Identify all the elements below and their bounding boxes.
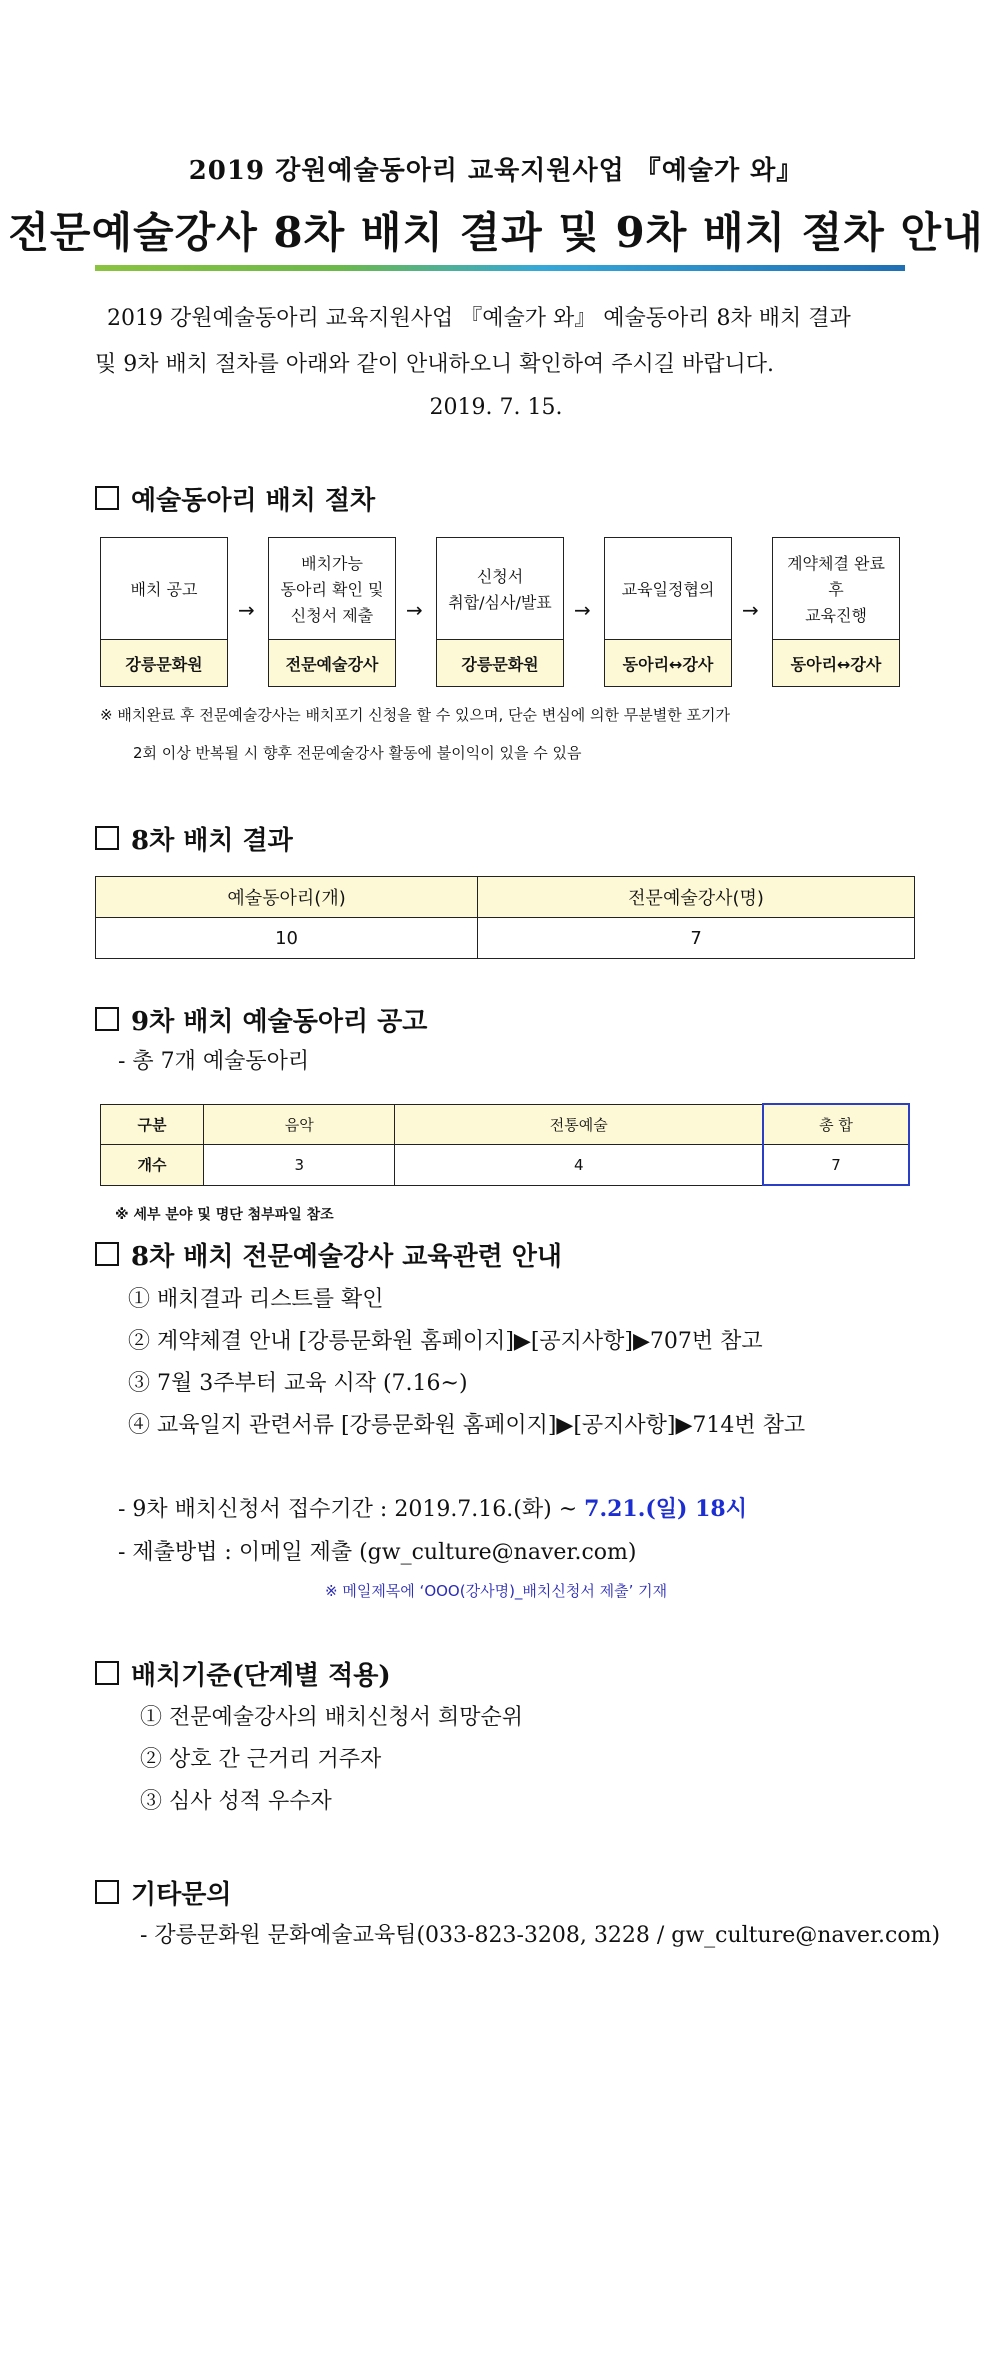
- table-header-cell: 총 합: [763, 1104, 909, 1145]
- section-heading-label: 예술동아리 배치 절차: [131, 486, 376, 516]
- table-row-label: 개수: [101, 1145, 204, 1186]
- procedure-note: ※ 배치완료 후 전문예술강사는 배치포기 신청을 할 수 있으며, 단순 변심에 의한 무분별한 포기가: [100, 706, 730, 724]
- section-heading-contact: [95, 1874, 231, 1911]
- flow-step: [436, 537, 564, 687]
- flow-step-actor: 강릉문화원: [437, 639, 563, 686]
- application-deadline: 7.21.(일) 18시: [584, 1496, 747, 1522]
- notice9-table: [100, 1103, 910, 1186]
- flow-step: [604, 537, 732, 687]
- intro-line: 및 9차 배치 절차를 아래와 같이 안내하오니 확인하여 주시길 바랍니다.: [95, 352, 774, 377]
- document-title: 전문예술강사 8차 배치 결과 및 9차 배치 절차 안내: [8, 208, 984, 257]
- list-item: ② 상호 간 근거리 거주자: [140, 1747, 382, 1772]
- flow-step-text: 계약체결 완료 후 교육진행: [787, 554, 885, 625]
- title-underline: [95, 265, 905, 271]
- list-item: ④ 교육일지 관련서류 [강릉문화원 홈페이지]▶[공지사항]▶714번 참고: [128, 1413, 806, 1438]
- flow-step-actor: 강릉문화원: [101, 639, 227, 686]
- table-cell: 4: [395, 1145, 763, 1186]
- checkbox-square-icon: [95, 1242, 119, 1266]
- list-item: ① 배치결과 리스트를 확인: [128, 1287, 384, 1312]
- section-heading-label: 9차 배치 예술동아리 공고: [131, 1007, 428, 1037]
- section-heading-label: 기타문의: [131, 1880, 232, 1910]
- checkbox-square-icon: [95, 1007, 119, 1031]
- list-item: ① 전문예술강사의 배치신청서 희망순위: [140, 1705, 524, 1730]
- flow-step-text: 교육일정협의: [621, 580, 715, 599]
- submission-method: - 제출방법 : 이메일 제출 (gw_culture@naver.com): [118, 1540, 637, 1565]
- table-header-cell: 전통예술: [395, 1104, 763, 1145]
- notice9-summary: - 총 7개 예술동아리: [118, 1049, 310, 1074]
- flow-step: [268, 537, 396, 687]
- section-heading-procedure: [95, 480, 375, 517]
- notice9-footnote: ※ 세부 분야 및 명단 첨부파일 참조: [115, 1207, 334, 1223]
- flow-step-actor: 전문예술강사: [269, 639, 395, 686]
- table-header-cell: 전문예술강사(명): [478, 877, 915, 918]
- checkbox-square-icon: [95, 486, 119, 510]
- table-cell: 7: [478, 918, 915, 959]
- result8-table: [95, 876, 915, 959]
- list-item: ③ 심사 성적 우수자: [140, 1789, 332, 1814]
- flow-step-actor: 동아리↔강사: [773, 639, 899, 686]
- checkbox-square-icon: [95, 1661, 119, 1685]
- section-heading-notice9: [95, 1001, 427, 1038]
- section-heading-label: 8차 배치 결과: [131, 826, 293, 856]
- document-subtitle: 2019 강원예술동아리 교육지원사업 『예술가 와』: [188, 156, 804, 186]
- intro-line: 2019 강원예술동아리 교육지원사업 『예술가 와』 예술동아리 8차 배치 결과: [107, 306, 851, 331]
- table-header-cell: 구분: [101, 1104, 204, 1145]
- table-cell: 10: [96, 918, 478, 959]
- flow-arrow-icon: →: [406, 598, 423, 622]
- notice-date: 2019. 7. 15.: [429, 395, 563, 420]
- flow-arrow-icon: →: [574, 598, 591, 622]
- flow-step: [772, 537, 900, 687]
- table-header-cell: 예술동아리(개): [96, 877, 478, 918]
- table-cell: 7: [763, 1145, 909, 1186]
- list-item: ② 계약체결 안내 [강릉문화원 홈페이지]▶[공지사항]▶707번 참고: [128, 1329, 763, 1354]
- checkbox-square-icon: [95, 826, 119, 850]
- application-period-label: - 9차 배치신청서 접수기간 : 2019.7.16.(화) ~: [118, 1497, 585, 1522]
- flow-step-text: 배치 공고: [130, 580, 198, 599]
- contact-info: - 강릉문화원 문화예술교육팀(033-823-3208, 3228 / gw_culture@naver.com): [140, 1923, 941, 1948]
- flow-arrow-icon: →: [238, 598, 255, 622]
- flow-arrow-icon: →: [742, 598, 759, 622]
- checkbox-square-icon: [95, 1880, 119, 1904]
- section-heading-result8: [95, 820, 293, 857]
- intro-paragraph: [95, 296, 905, 388]
- procedure-note: 2회 이상 반복될 시 향후 전문예술강사 활동에 불이익이 있을 수 있음: [133, 744, 582, 762]
- flow-step: [100, 537, 228, 687]
- table-cell: 3: [204, 1145, 395, 1186]
- flow-step-text: 배치가능 동아리 확인 및 신청서 제출: [280, 554, 384, 625]
- mail-subject-note: ※ 메일제목에 ‘OOO(강사명)_배치신청서 제출’ 기재: [325, 1582, 668, 1600]
- list-item: ③ 7월 3주부터 교육 시작 (7.16~): [128, 1371, 468, 1396]
- section-heading-label: 8차 배치 전문예술강사 교육관련 안내: [131, 1242, 563, 1272]
- section-heading-label: 배치기준(단계별 적용): [131, 1661, 391, 1691]
- table-header-cell: 음악: [204, 1104, 395, 1145]
- flow-step-actor: 동아리↔강사: [605, 639, 731, 686]
- section-heading-criteria: [95, 1655, 391, 1692]
- flow-step-text: 신청서 취합/심사/발표: [448, 567, 552, 612]
- application-period: [118, 1492, 747, 1523]
- section-heading-education: [95, 1236, 562, 1273]
